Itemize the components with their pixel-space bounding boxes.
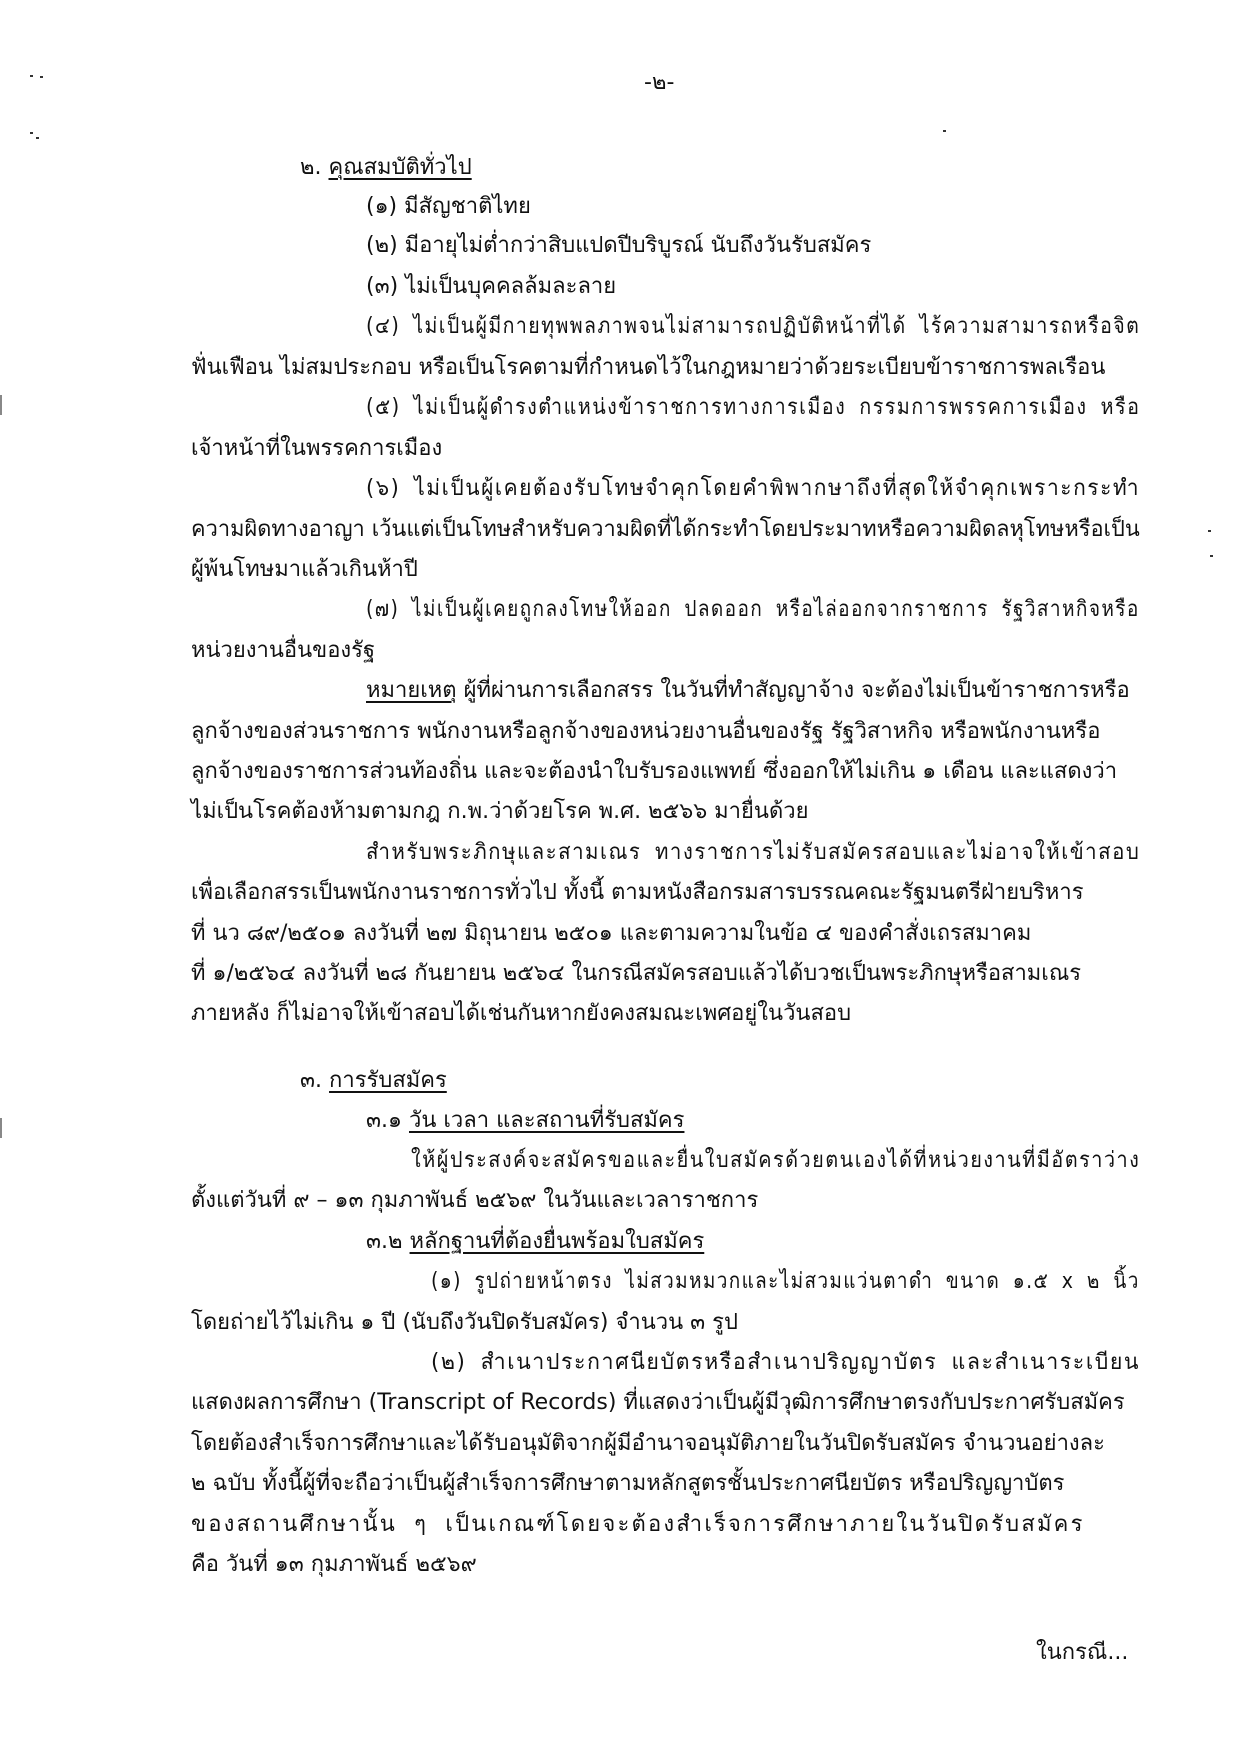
evidence-item-2-line-5: ของสถานศึกษานั้น ๆ เป็นเกณฑ์โดยจะต้องสำเร็จการศึกษาภายในวันปิดรับสมัคร: [191, 1512, 1085, 1537]
note-line-2: ลูกจ้างของส่วนราชการ พนักงานหรือลูกจ้างของหน่วยงานอื่นของรัฐ รัฐวิสาหกิจ หรือพนักงานหรือ: [191, 719, 1101, 744]
qualification-item-3: (๓) ไม่เป็นบุคคลล้มละลาย: [366, 274, 617, 299]
evidence-item-2-line-3: โดยต้องสำเร็จการศึกษาและได้รับอนุมัติจากผู้มีอำนาจอนุมัติภายในวันปิดรับสมัคร จำนวนอย่างละ: [191, 1431, 1105, 1456]
monk-paragraph-line-5: ภายหลัง ก็ไม่อาจให้เข้าสอบได้เช่นกันหากยังคงสมณะเพศอยู่ในวันสอบ: [191, 1001, 852, 1026]
scan-speck: [1208, 530, 1211, 532]
subsection-3-2-heading: [366, 1227, 704, 1257]
qualification-item-5-line-1: (๕) ไม่เป็นผู้ดำรงตำแหน่งข้าราชการทางการเมือง กรรมการพรรคการเมือง หรือ: [366, 395, 1141, 420]
scan-speck: [30, 75, 33, 77]
monk-paragraph-line-2: เพื่อเลือกสรรเป็นพนักงานราชการทั่วไป ทั้งนี้ ตามหนังสือกรมสารบรรณคณะรัฐมนตรีฝ่ายบริหาร: [191, 880, 1084, 905]
evidence-item-2-line-1: (๒) สำเนาประกาศนียบัตรหรือสำเนาปริญญาบัตร และสำเนาระเบียน: [431, 1350, 1141, 1375]
monk-paragraph-line-1: สำหรับพระภิกษุและสามเณร ทางราชการไม่รับสมัครสอบและไม่อาจให้เข้าสอบ: [366, 840, 1141, 865]
note-line-1: [366, 676, 1130, 706]
subsection-3-1-line-1: ให้ผู้ประสงค์จะสมัครขอและยื่นใบสมัครด้วยตนเองได้ที่หน่วยงานที่มีอัตราว่าง: [411, 1148, 1141, 1173]
subsection-3-2-title: หลักฐานที่ต้องยื่นพร้อมใบสมัคร: [409, 1229, 705, 1254]
qualification-item-2: (๒) มีอายุไม่ต่ำกว่าสิบแปดปีบริบูรณ์ นับถึงวันรับสมัคร: [366, 233, 872, 258]
scan-edge-mark: [0, 1118, 2, 1138]
note-line-3: ลูกจ้างของราชการส่วนท้องถิ่น และจะต้องนำใบรับรองแพทย์ ซึ่งออกให้ไม่เกิน ๑ เดือน และแสดงว่า: [191, 759, 1118, 784]
qualification-item-6-line-2: ความผิดทางอาญา เว้นแต่เป็นโทษสำหรับความผิดที่ได้กระทำโดยประมาทหรือความผิดลหุโทษหรือเป็น: [191, 517, 1140, 542]
section-3-heading: [300, 1066, 447, 1096]
monk-paragraph-line-4: ที่ ๑/๒๕๖๔ ลงวันที่ ๒๘ กันยายน ๒๕๖๔ ในกรณีสมัครสอบแล้วได้บวชเป็นพระภิกษุหรือสามเณร: [191, 961, 1082, 986]
evidence-item-2-line-2: แสดงผลการศึกษา (Transcript of Records) ที่แสดงว่าเป็นผู้มีวุฒิการศึกษาตรงกับประกาศรับสมัคร: [191, 1390, 1125, 1415]
qualification-item-7-line-2: หน่วยงานอื่นของรัฐ: [191, 638, 376, 663]
section-2-heading: [300, 153, 472, 183]
subsection-3-1-heading: [366, 1106, 684, 1136]
evidence-item-1-line-1: (๑) รูปถ่ายหน้าตรง ไม่สวมหมวกและไม่สวมแว่นตาดำ ขนาด ๑.๕ x ๒ นิ้ว: [431, 1269, 1140, 1294]
qualification-item-4-line-2: ฟั่นเฟือน ไม่สมประกอบ หรือเป็นโรคตามที่กำหนดไว้ในกฎหมายว่าด้วยระเบียบข้าราชการพลเรือน: [191, 355, 1106, 380]
scan-edge-mark: [0, 395, 2, 415]
qualification-item-7-line-1: (๗) ไม่เป็นผู้เคยถูกลงโทษให้ออก ปลดออก หรือไล่ออกจากราชการ รัฐวิสาหกิจหรือ: [366, 597, 1140, 622]
subsection-3-1-title: วัน เวลา และสถานที่รับสมัคร: [409, 1108, 685, 1133]
subsection-3-2-number: ๓.๒: [366, 1229, 403, 1254]
evidence-item-2-line-6: คือ วันที่ ๑๓ กุมภาพันธ์ ๒๕๖๙: [191, 1552, 477, 1577]
section-2-title: คุณสมบัติทั่วไป: [328, 155, 472, 180]
qualification-item-5-line-2: เจ้าหน้าที่ในพรรคการเมือง: [191, 436, 443, 461]
evidence-item-2-line-4: ๒ ฉบับ ทั้งนี้ผู้ที่จะถือว่าเป็นผู้สำเร็จการศึกษาตามหลักสูตรชั้นประกาศนียบัตร หรือปริญญาบัตร: [191, 1471, 1065, 1496]
scan-speck: [36, 137, 39, 139]
section-2-number: ๒.: [300, 155, 322, 180]
subsection-3-1-number: ๓.๑: [366, 1108, 402, 1133]
scan-speck: [40, 76, 43, 78]
qualification-item-4-line-1: (๔) ไม่เป็นผู้มีกายทุพพลภาพจนไม่สามารถปฏิบัติหน้าที่ได้ ไร้ความสามารถหรือจิต: [366, 314, 1141, 339]
page-number: -๒-: [644, 70, 675, 95]
scan-speck: [30, 132, 33, 134]
note-label: หมายเหตุ: [366, 678, 457, 703]
qualification-item-1: (๑) มีสัญชาติไทย: [366, 194, 531, 219]
monk-paragraph-line-3: ที่ นว ๘๙/๒๕๐๑ ลงวันที่ ๒๗ มิถุนายน ๒๕๐๑ และตามความในข้อ ๔ ของคำสั่งเถรสมาคม: [191, 921, 1032, 946]
section-3-number: ๓.: [300, 1068, 323, 1093]
note-line-4: ไม่เป็นโรคต้องห้ามตามกฎ ก.พ.ว่าด้วยโรค พ.ศ. ๒๕๖๖ มายื่นด้วย: [191, 799, 809, 824]
continuation-marker: ในกรณี...: [1036, 1640, 1129, 1665]
note-text-1: ผู้ที่ผ่านการเลือกสรร ในวันที่ทำสัญญาจ้าง จะต้องไม่เป็นข้าราชการหรือ: [463, 678, 1130, 703]
qualification-item-6-line-1: (๖) ไม่เป็นผู้เคยต้องรับโทษจำคุกโดยคำพิพากษาถึงที่สุดให้จำคุกเพราะกระทำ: [366, 476, 1141, 501]
evidence-item-1-line-2: โดยถ่ายไว้ไม่เกิน ๑ ปี (นับถึงวันปิดรับสมัคร) จำนวน ๓ รูป: [191, 1310, 738, 1335]
subsection-3-1-line-2: ตั้งแต่วันที่ ๙ – ๑๓ กุมภาพันธ์ ๒๕๖๙ ในวันและเวลาราชการ: [191, 1188, 759, 1213]
scan-speck: [1210, 555, 1213, 557]
section-3-title: การรับสมัคร: [329, 1068, 447, 1093]
scan-speck: [943, 130, 946, 132]
qualification-item-6-line-3: ผู้พ้นโทษมาแล้วเกินห้าปี: [191, 557, 418, 582]
